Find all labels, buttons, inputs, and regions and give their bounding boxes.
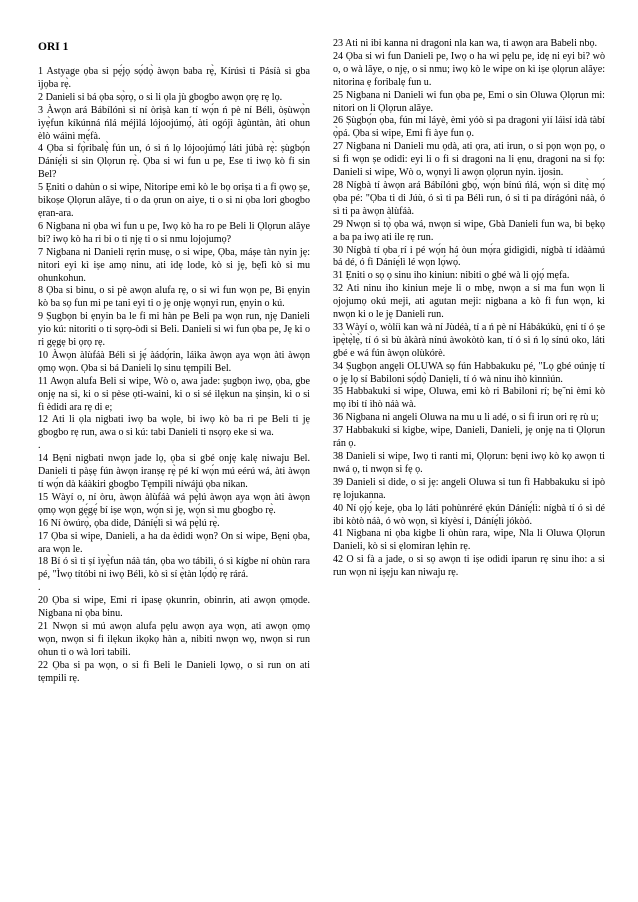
verse-34: 34 Ṣugbọn angẹli OLUWA sọ fún Habbakuku pé, "Lọ gbé oúnjẹ tí o jẹ lọ sí Babiloni sọ́dọ̀ Daniẹli, tí ó wà ninu ihò kìnnìún. — [333, 360, 605, 385]
verse-37: 37 Habbakuki si kigbe, wipe, Danieli, Danieli, jẹ onjẹ na ti Ọlọrun rán ọ. — [333, 425, 605, 450]
verse-29: 29 Nwọn si tọ̀ ọba wá, nwọn si wipe, Gbà Danieli fun wa, bi bẹkọ a ba pa iwọ ati ile rẹ run. — [333, 218, 605, 243]
verse-17: 17 Ọba si wipe, Danieli, a ha da èdidi wọn? On si wipe, Bẹni ọba, ara wọn le. — [38, 530, 310, 555]
verse-31: 31 Ẹniti o sọ ọ sinu iho kiniun: nibiti o gbé wà li ọjọ́ mẹfa. — [333, 270, 570, 282]
verse-42: 42 O si fà a jade, o si sọ awọn ti iṣe odidi iparun rẹ sinu iho: a si run wọn ni iṣẹju kan niwaju rẹ. — [333, 554, 605, 579]
verse-32: 32 Ati ninu iho kiniun meje li o mbẹ, nwọn a si ma fun wọn li ojojumọ okú meji, ati agutan meji: nigbana a kò fi fun wọn, ki nwọn ki o le jẹ Danieli run. — [333, 283, 605, 321]
verse-40: 40 Ní ọjọ́ keje, ọba lọ láti pohùnréré ẹkún Dáníẹ́lì: nígbà tí ó sì dé ibi kòtò náà, ó wò wọn, sì kíyèsí i, Dáníẹ́lì jókòó. — [333, 502, 605, 527]
verse-41: 41 Nigbana ni ọba kigbe li ohùn rara, wipe, Nla li Oluwa Ọlọrun Danieli, kò si si ẹlomiran lẹhin rẹ. — [333, 528, 605, 553]
verse-36: 36 Nigbana ni angeli Oluwa na mu u li adé, o si fi irun ori rẹ rù u; — [333, 412, 599, 424]
omission-dot: . — [38, 582, 41, 594]
omission-dot: . — [38, 440, 41, 452]
verse-25: 25 Nigbana ni Danieli wi fun ọba pe, Emi o sin Oluwa Ọlọrun mi: nitori on li Ọlọrun alãye. — [333, 89, 605, 114]
verse-27: 27 Nigbana ni Danieli mu ọdà, ati ọra, ati irun, o si pọn wọn pọ, o si fi wọn ṣe odidi: eyi li o fi si dragoni na li ẹnu, dragoni na si fọ: Danieli si wipe, Wò o, wọnyi li awọn ọlọrun nyin. ìjosin. — [333, 141, 605, 179]
verse-38: 38 Danieli si wipe, Iwọ ti ranti mi, Ọlọrun: bẹni iwọ kò kọ awọn ti nwá ọ, ti nwọn si fẹ ọ. — [333, 451, 605, 475]
verse-1: 1 Astyage ọba si pẹ́jọ sọ́dọ̀ àwọn baba rẹ̀, Kírúsì ti Pásíà sì gba ìjọba rẹ̀. — [38, 66, 310, 90]
verse-12: 12 Ati li ọla nigbati iwọ ba wọle, bi iwọ kò ba ri pe Beli ti jẹ gbogbo rẹ run, awa o si kú: tabi Danieli ti nsọrọ eke si wa. — [38, 414, 310, 439]
verse-23: 23 Ati ni ibi kanna ni dragoni nla kan wa, ti awọn ara Babeli nbọ. — [333, 38, 598, 49]
verse-20: 20 Ọba si wipe, Emi ri ipasẹ ọkunrin, obinrin, ati awọn ọmọde. Nigbana ni ọba binu. — [38, 595, 310, 620]
verse-15: 15 Wàyí o, ní òru, àwọn àlùfáà wá pẹ̀lú àwọn aya wọn àti àwọn ọmọ wọn gẹ́gẹ́ bí iṣe wọn, wọ́n sì jẹ, wọ́n sì mu gbogbo rẹ̀. — [38, 491, 310, 516]
verse-26: 26 Ṣùgbọ́n ọba, fún mi láyè, èmi yóò sì pa dragoni yìí láìsí idà tàbí ọ̀pá. Ọba si wipe, Emi fi àye fun ọ. — [333, 115, 605, 140]
verse-18: 18 Bí ó sì ti ṣí ìyẹ̀fun náà tán, ọba wo tábìlì, ó sì kígbe ní ohùn rara pé, "Ìwọ títóbi ni iwọ Bélì, kò sì sí ẹ̀tàn lọ́dọ̀ rẹ rárá. — [38, 556, 310, 581]
verse-22: 22 Ọba si pa wọn, o si fi Beli le Danieli lọwọ, o si run on ati tẹmpili rẹ. — [38, 659, 310, 684]
right-column — [333, 38, 605, 580]
verse-11: 11 Awọn alufa Beli si wipe, Wò o, awa jade: ṣugbọn iwọ, ọba, gbe onjẹ na si, ki o si pèse ọti-waini, ki o si sé ilẹkun na ṣinṣin, ki o si fi èdidi ara rẹ di e; — [38, 375, 310, 413]
verse-3: 3 Àwọn ará Bábílónì sì ní òrìṣà kan tí wọ́n ń pè ní Bélì, òṣùwọ̀n ìyẹ̀fun kíkúnná ńlá méjìlá lójoojúmọ́, àti ogójì àgùntàn, àti ohun èlò wáìnì mẹ́fà. — [38, 104, 310, 142]
verse-30: 30 Nígbà tí ọba rí i pé wọ́n há òun mọ́ra gidigidi, nígbà tí idààmú bá dé, ó fi Dáníẹ́lì lé wọn lọ́wọ́. — [333, 244, 605, 269]
verse-14: 14 Bẹni nigbati nwọn jade lọ, ọba si gbé onjẹ kalẹ niwaju Bel. Danieli ti pàṣẹ fún àwọn iranṣẹ rẹ̀ pé kí wọ́n mú eérú wá, àti àwọn tí wọ́n dà káàkiri gbogbo Tẹmpili níwájú ọba nikan. — [38, 453, 310, 490]
verse-33: 33 Wàyí o, wòlíì kan wà ní Jùdéà, tí a ń pè ní Hábákúkù, ẹni tí ó ṣe ìpẹ̀tẹ̀lẹ̀, tí ó sì bù àkàrà nínú àwokòtò kan, tí ó sì ń lọ sínú oko, láti gbé e wá fún àwọn olùkórè. — [333, 321, 605, 359]
verse-8: 8 Ọba si binu, o si pè awọn alufa rẹ, o si wi fun wọn pe, Bi ẹnyin kò ba sọ fun mi pe tani eyi ti o jẹ onjẹ wọnyi run, ẹnyin o kú. — [38, 285, 310, 310]
verse-2: 2 Danieli si bá ọba sọ̀rọ, o si li ọla jù gbogbo awọn ọrẹ rẹ lọ. — [38, 91, 283, 103]
chapter-heading: ORI 1 — [38, 41, 69, 53]
verse-4: 4 Ọba si fọ̀ribalẹ̀ fún un, ó sì ń lọ lójoojúmọ́ láti júbà rẹ̀: ṣùgbọ́n Dáníẹ́lì si sin Ọlọrun rẹ̀. Ọba si wi fun u pe, Ese ti iwọ kò fi sin Bel? — [38, 143, 310, 181]
verse-21: 21 Nwọn si mú awọn alufa pẹlu awọn aya wọn, ati awọn ọmọ wọn, nwọn si fi ilẹkun ikọkọ hàn a, nibiti nwọn wọ, nwọn si run ohun ti o wà lori tabili. — [38, 620, 310, 658]
verse-39: 39 Danieli si dide, o si jẹ: angeli Oluwa si tun fi Habbakuku si ipò rẹ lojukanna. — [333, 476, 605, 501]
verse-28: 28 Nígbà tí àwọn ará Bábílónì gbọ́, wọ́n bínú ńlá, wọ́n sì dìtẹ̀ mọ́ ọba pé: "Ọba ti di Júù, ó sì ti pa Bélì run, ó sì ti pa dírágónì náà, ó sì ti pa àwọn àlùfáà. — [333, 179, 605, 217]
verse-9: 9 Ṣugbọn bi ẹnyin ba le fi mi hàn pe Beli pa wọn run, njẹ Danieli yio kú: nitoriti o ti sọrọ-òdì si Beli. Danieli si wi fun ọba pe, Jẹ ki o ri gẹgẹ bi ọrọ rẹ. — [38, 311, 310, 349]
verse-35: 35 Habbakuki si wipe, Oluwa, emi kò ri Babiloni rí; bẹ̃ ni èmi kò mọ ibi tí ìhò náà wà. — [333, 386, 605, 411]
verse-7: 7 Nigbana ni Danieli rẹrin musẹ, o si wipe, Ọba, máṣe tàn nyin jẹ: nitori eyi kì iṣe amọ ninu, ati idẹ lode, kò si jẹ, bẹ̃li kò si mu ohunkohun. — [38, 246, 310, 284]
verse-16: 16 Ní òwúrọ̀, ọba dide, Dáníẹ́lì sì wá pẹ̀lú rẹ̀. — [38, 517, 220, 529]
left-column — [38, 40, 310, 685]
verse-10: 10 Àwọn àlùfáà Bélì sì jẹ́ àádọ́rin, láìka àwọn aya wọn àti àwọn ọmọ wọn. Ọba si bá Danieli lọ sinu tẹmpili Bel. — [38, 349, 310, 374]
verse-6: 6 Nigbana ni ọba wi fun u pe, Iwọ kò ha ro pe Beli li Ọlọrun alãye bi? iwọ kò ha ri bi o ti njẹ ti o si nmu lojojumọ? — [38, 220, 310, 245]
verse-5: 5 Ẹniti o dahùn o si wipe, Nitoripe emi kò le bọ oriṣa ti a fi ọwọ ṣe, bikoṣe Ọlọrun alãye, ti o da ọrun on aiye, ti o si ni ọba lori gbogbo ẹran-ara. — [38, 182, 310, 219]
verse-24: 24 Ọba si wi fun Danieli pe, Iwọ o ha wi pẹlu pe, idẹ ni eyi bi? wò o, o wà lãye, o njẹ, o si nmu; iwọ kò le wipe on kì iṣe ọlọrun alãye: nitorina ẹ foribalẹ fun u. — [333, 50, 605, 88]
